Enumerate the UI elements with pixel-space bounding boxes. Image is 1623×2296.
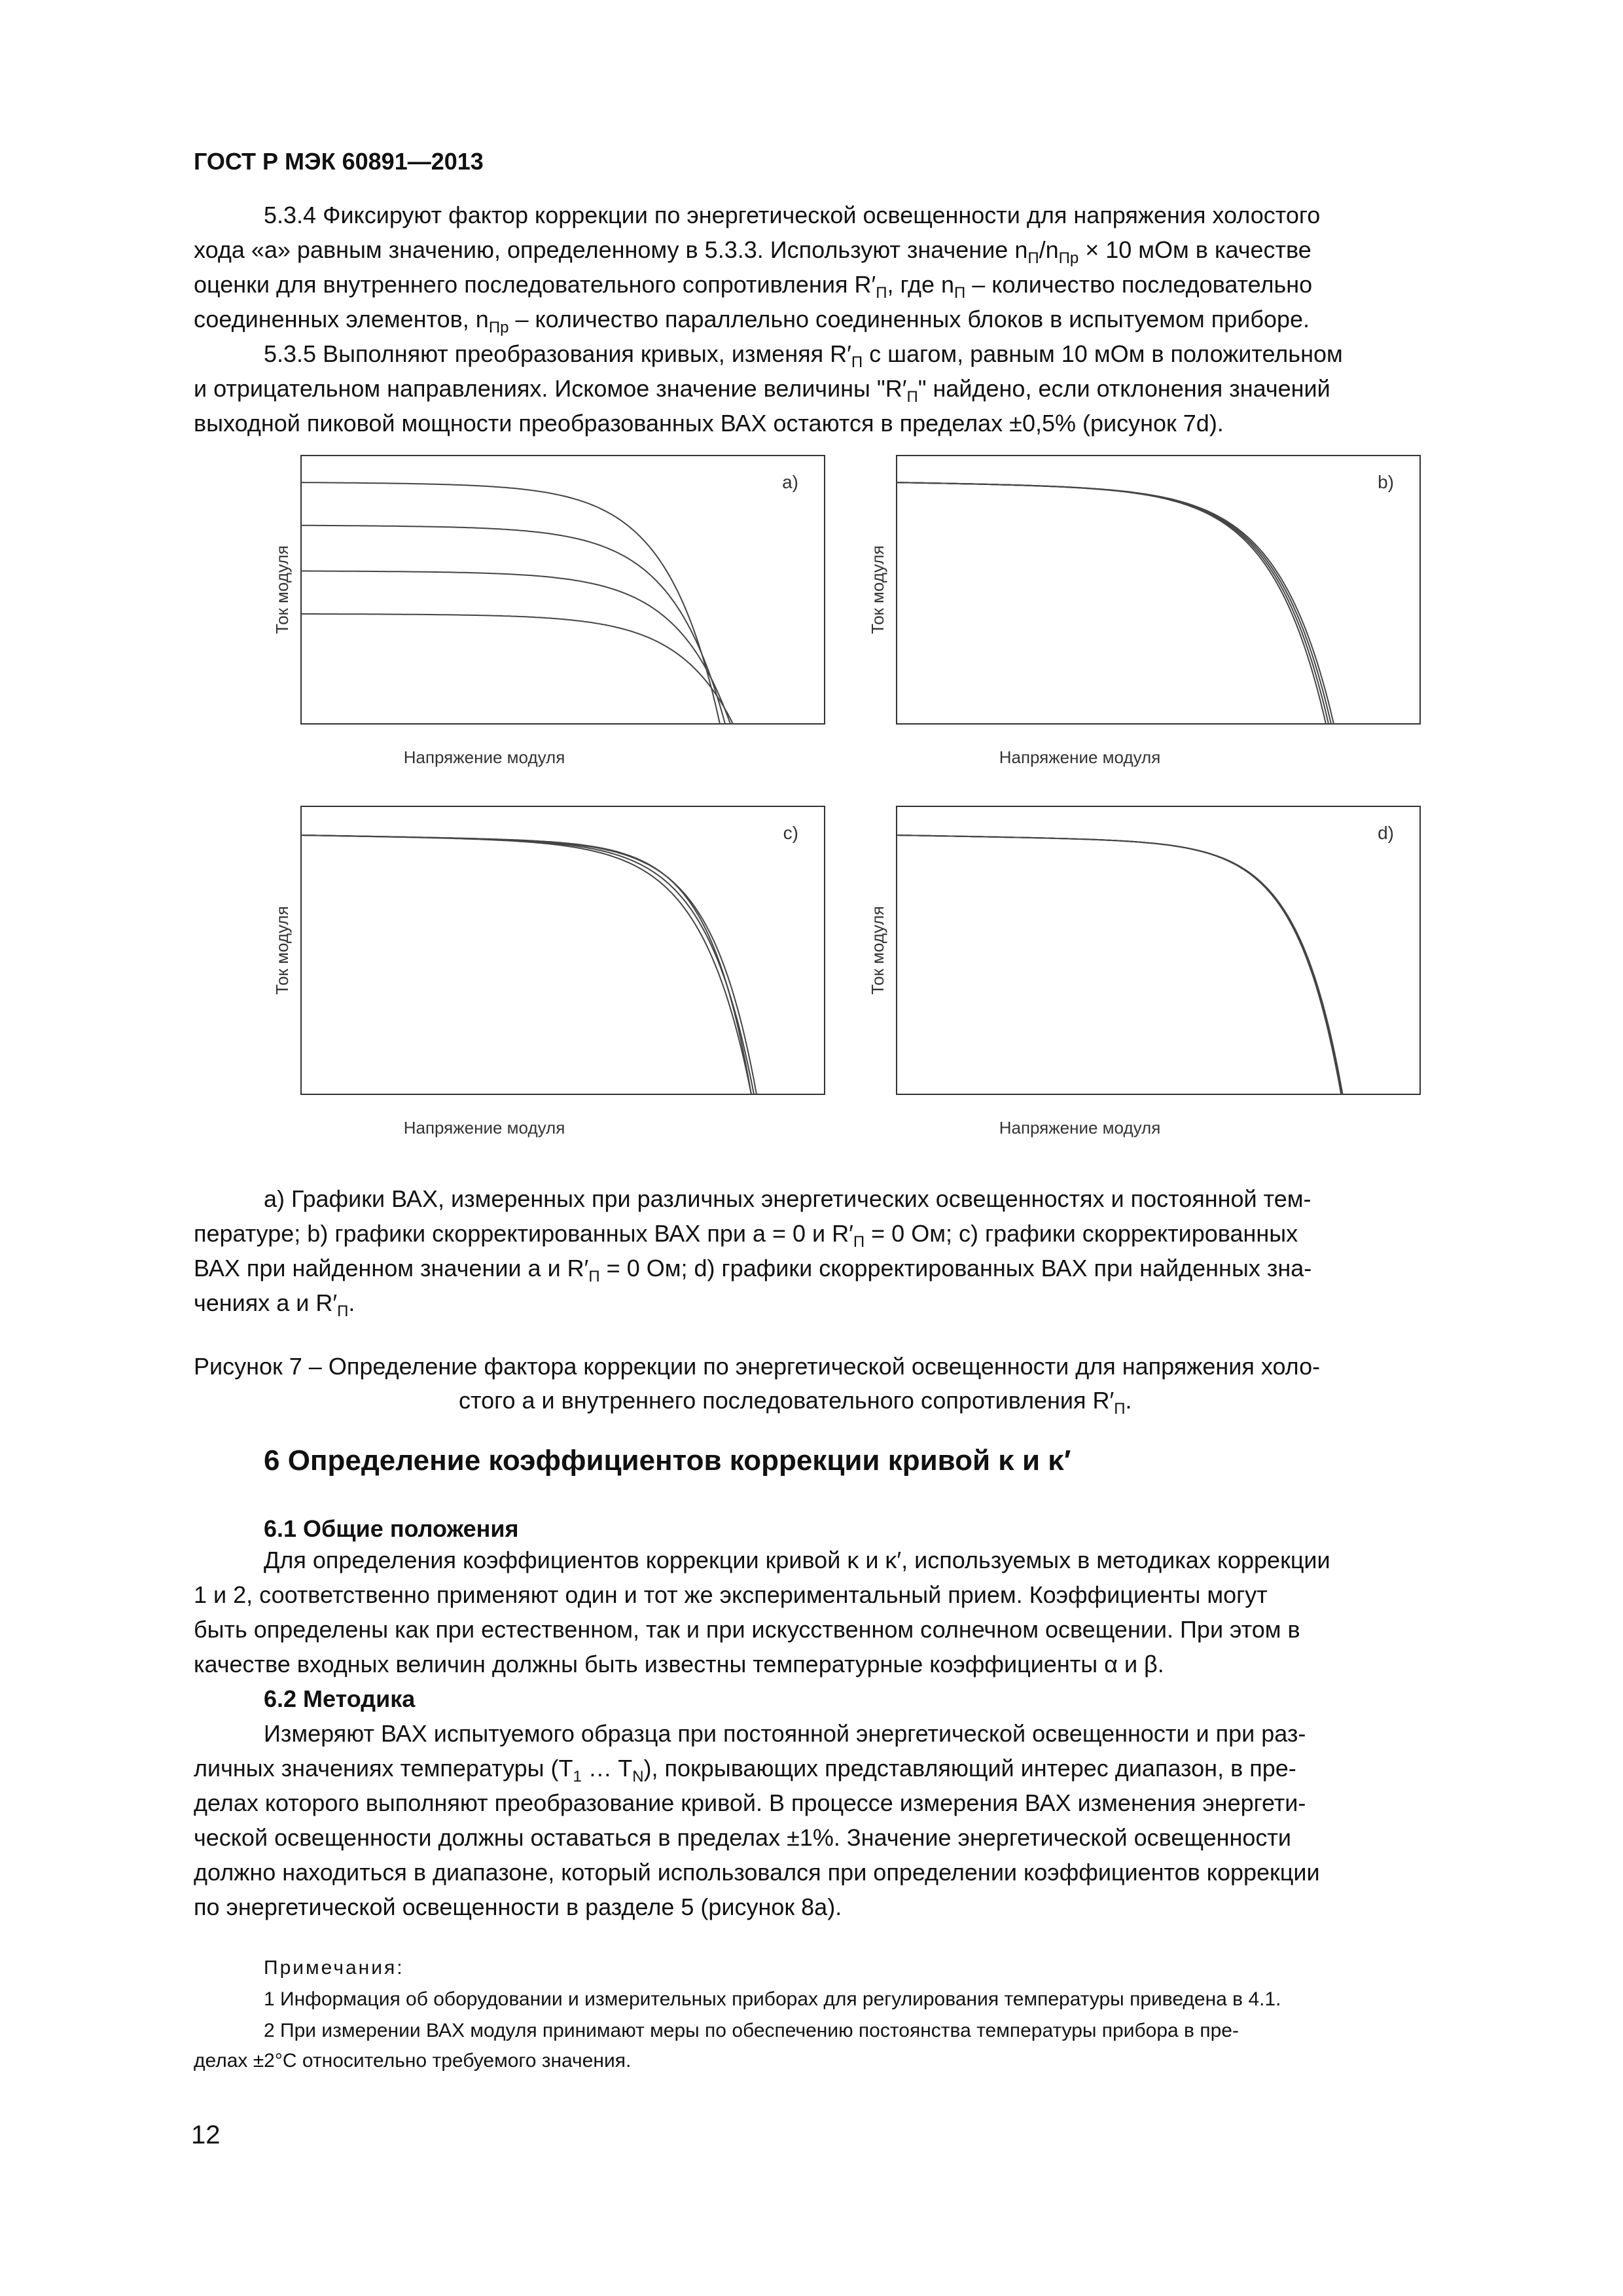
subscript: 1 xyxy=(573,1768,582,1785)
paragraph-534-line-2 xyxy=(194,236,1497,267)
page-number: 12 xyxy=(191,2121,221,2149)
paragraph-62-line-2 xyxy=(194,1755,1296,1785)
paragraph-62-line-3: делах которого выполняют преобразование кривой. В процессе измерения ВАХ изменения энергети- xyxy=(194,1789,1306,1816)
section-62-heading: 6.2 Методика xyxy=(264,1685,416,1712)
notes-title: Примечания: xyxy=(264,1957,404,1979)
note-2-line-2: делах ±2°С относительно требуемого значения. xyxy=(194,2050,632,2072)
subscript: П xyxy=(1114,1400,1126,1418)
subscript: П xyxy=(954,284,966,302)
note-2-line-1: 2 При измерении ВАХ модуля принимают меры по обеспечению постоянства температуры прибора в пре- xyxy=(264,2020,1239,2041)
text-segment: стого a и внутреннего последовательного сопротивления R′ xyxy=(459,1387,1115,1414)
y-axis-label: Ток модуля xyxy=(272,545,292,634)
text-segment: . xyxy=(1125,1387,1132,1414)
text-segment: пературе; b) графики скорректированных ВАХ при a = 0 и R′ xyxy=(194,1220,853,1247)
subscript: П xyxy=(588,1268,600,1285)
subscript: П xyxy=(876,284,887,302)
figure-caption-line-3 xyxy=(194,1255,1312,1285)
figure-panel-c xyxy=(268,800,851,1160)
text-segment: /n xyxy=(1039,236,1059,263)
text-segment: хода «a» равным значению, определенному в 5.3.3. Используют значение n xyxy=(194,236,1028,263)
text-segment: ), покрывающих представляющий интерес диапазон, в пре- xyxy=(643,1755,1296,1782)
text-segment: оценки для внутреннего последовательного сопротивления R′ xyxy=(194,271,876,298)
text-segment: ВАХ при найденном значении a и R′ xyxy=(194,1255,589,1282)
text-segment: … T xyxy=(581,1755,633,1782)
subscript: П xyxy=(906,388,918,406)
plot-frame xyxy=(301,806,825,1094)
x-axis-label: Напряжение модуля xyxy=(403,1118,565,1138)
paragraph-61-line-3: быть определены как при естественном, так и при искусственном солнечном освещении. При этом в xyxy=(194,1616,1300,1643)
plot-frame xyxy=(897,806,1420,1094)
text-segment: = 0 Ом; c) графики скорректированных xyxy=(865,1220,1298,1247)
paragraph-62-line-6: по энергетической освещенности в разделе 5 (рисунок 8a). xyxy=(194,1893,842,1920)
y-axis-label: Ток модуля xyxy=(272,906,292,995)
text-segment: с шагом, равным 10 мОм в положительном xyxy=(863,340,1343,367)
text-segment: " найдено, если отклонения значений xyxy=(918,375,1330,402)
panel-label: b) xyxy=(1378,472,1394,492)
x-axis-label: Напряжение модуля xyxy=(403,747,565,767)
paragraph-535-line-3: выходной пиковой мощности преобразованных ВАХ остаются в пределах ±0,5% (рисунок 7d). xyxy=(194,410,1224,437)
subscript: П xyxy=(851,353,863,371)
section-61-heading: 6.1 Общие положения xyxy=(264,1515,519,1542)
note-1: 1 Информация об оборудовании и измерительных приборах для регулирования температуры приведена в 4.1. xyxy=(264,1988,1281,2010)
x-axis-label: Напряжение модуля xyxy=(999,1118,1161,1138)
paragraph-534-line-1 xyxy=(264,204,1497,227)
subscript: П xyxy=(853,1233,865,1251)
figure-caption-line-4 xyxy=(194,1289,355,1320)
document-header: ГОСТ Р МЭК 60891—2013 xyxy=(194,148,484,175)
figure-title-line-1: Рисунок 7 – Определение фактора коррекции по энергетической освещенности для напряжения холо- xyxy=(194,1353,1321,1380)
text-segment: , где n xyxy=(887,271,955,298)
paragraph-61-line-4: качестве входных величин должны быть известны температурные коэффициенты α и β. xyxy=(194,1651,1164,1677)
text-segment: 5.3.5 Выполняют преобразования кривых, изменяя R′ xyxy=(264,340,851,367)
y-axis-label: Ток модуля xyxy=(868,545,887,634)
paragraph-61-line-2: 1 и 2, соответственно применяют один и тот же экспериментальный прием. Коэффициенты могут xyxy=(194,1581,1268,1608)
panel-label: c) xyxy=(783,823,798,843)
text-segment: – количество последовательно xyxy=(965,271,1313,298)
figure-panel-a xyxy=(268,449,851,789)
text-segment: × 10 мОм в качестве xyxy=(1079,236,1311,263)
panel-label: d) xyxy=(1378,823,1394,843)
paragraph-61-line-1: Для определения коэффициентов коррекции кривой κ и κ′, используемых в методиках коррекции xyxy=(264,1547,1330,1573)
figure-panel-b xyxy=(864,449,1446,789)
text-segment: – количество параллельно соединенных блоков в испытуемом приборе. xyxy=(508,306,1310,332)
panel-label: a) xyxy=(782,472,798,492)
paragraph-535-line-2 xyxy=(194,375,1330,406)
x-axis-label: Напряжение модуля xyxy=(999,747,1161,767)
text-segment: личных значениях температуры (T xyxy=(194,1755,573,1782)
paragraph-535-line-1 xyxy=(264,340,1343,371)
subscript: П xyxy=(337,1302,349,1320)
text-segment: чениях a и R′ xyxy=(194,1289,338,1316)
subscript: П xyxy=(1027,249,1039,267)
text-segment: . xyxy=(348,1289,355,1316)
y-axis-label: Ток модуля xyxy=(868,906,887,995)
figure-panel-d xyxy=(864,800,1446,1160)
text-segment: 5.3.4 Фиксируют фактор коррекции по энергетической освещенности для напряжения холостого xyxy=(264,202,1321,228)
paragraph-534-line-3 xyxy=(194,271,1313,302)
paragraph-62-line-4: ческой освещенности должны оставаться в пределах ±1%. Значение энергетической освещенности xyxy=(194,1824,1292,1851)
figure-caption-line-1: a) Графики ВАХ, измеренных при различных энергетических освещенностях и постоянной тем- xyxy=(264,1185,1311,1212)
text-segment: соединенных элементов, n xyxy=(194,306,489,332)
subscript: Пр xyxy=(488,319,509,336)
paragraph-62-line-1: Измеряют ВАХ испытуемого образца при постоянной энергетической освещенности и при раз- xyxy=(264,1720,1306,1747)
paragraph-534-line-4 xyxy=(194,306,1310,336)
subscript: Пр xyxy=(1058,249,1079,267)
paragraph-62-line-5: должно находиться в диапазоне, который использовался при определении коэффициентов коррекции xyxy=(194,1859,1320,1886)
text-segment: и отрицательном направлениях. Искомое значение величины "R′ xyxy=(194,375,907,402)
subscript: N xyxy=(632,1768,644,1785)
figure-caption-line-2 xyxy=(194,1220,1298,1251)
section-6-heading: 6 Определение коэффициентов коррекции кривой κ и κ′ xyxy=(264,1444,1071,1477)
figure-title-line-2 xyxy=(459,1387,1132,1418)
text-segment: = 0 Ом; d) графики скорректированных ВАХ при найденных зна- xyxy=(599,1255,1312,1282)
